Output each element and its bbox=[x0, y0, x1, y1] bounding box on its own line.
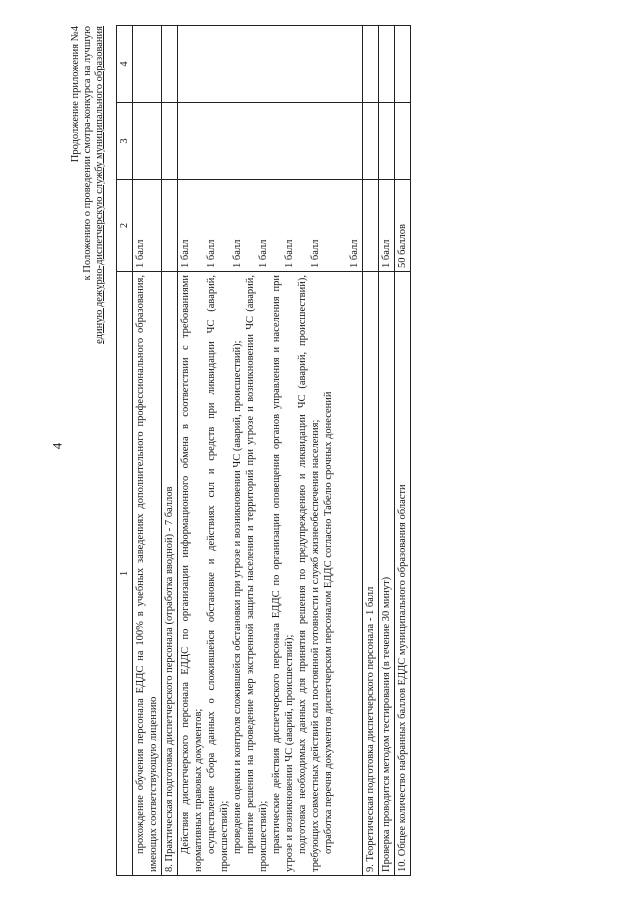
page-number: 4 bbox=[49, 442, 65, 450]
criteria-scores bbox=[178, 180, 363, 272]
document-header bbox=[70, 26, 106, 586]
column-number-row bbox=[117, 26, 133, 876]
section-heading: 9. Теоретическая подготовка диспетчерского персонала - 1 балл bbox=[363, 272, 379, 876]
empty-cell bbox=[395, 26, 411, 103]
criterion-line: прохождение обучения персонала ЕДДС на 100% в учебных заведениях дополнительного профессионального образования, имеющих соответствующую лицензию bbox=[135, 275, 159, 872]
empty-cell bbox=[178, 26, 363, 103]
table-row bbox=[133, 26, 162, 876]
empty-cell bbox=[162, 103, 178, 180]
table-row-total bbox=[395, 26, 411, 876]
criterion-score: 1 балл bbox=[232, 239, 243, 268]
criterion-score: 1 балл bbox=[180, 239, 191, 268]
empty-cell bbox=[162, 180, 178, 272]
empty-cell bbox=[363, 180, 379, 272]
criterion-text: Проверка проводится методом тестирования (в течение 30 минут) bbox=[379, 272, 395, 876]
table-row-section-8 bbox=[162, 26, 178, 876]
empty-cell bbox=[379, 26, 395, 103]
criteria-list bbox=[178, 272, 363, 876]
criterion-score: 1 балл bbox=[349, 239, 360, 268]
table-row bbox=[379, 26, 395, 876]
empty-cell bbox=[395, 103, 411, 180]
total-score: 50 баллов bbox=[395, 180, 411, 272]
criterion-score: 1 балл bbox=[284, 239, 295, 268]
empty-cell bbox=[162, 26, 178, 103]
column-number: 4 bbox=[117, 26, 133, 103]
empty-cell bbox=[133, 26, 162, 103]
empty-cell bbox=[379, 103, 395, 180]
assessment-table bbox=[116, 25, 411, 876]
criterion-score: 1 балл bbox=[206, 239, 217, 268]
criterion-line: осуществление сбора данных о сложившейся обстановке и действиях сил и средств при ликвидации ЧС (аварий, происшествий); bbox=[206, 275, 230, 872]
criterion-score: 1 балл bbox=[310, 239, 321, 268]
criterion-line: принятие решения на проведение мер экстренной защиты населения и территорий при угрозе и возникновении ЧС (аварий, происшествий); bbox=[245, 275, 269, 872]
criterion-score: 1 балл bbox=[133, 180, 162, 272]
header-line-regulation: к Положению о проведении смотра-конкурса на лучшую bbox=[82, 26, 93, 281]
criterion-line: практические действия диспетчерского персонала ЕДДС по организации оповещения органов управления и населения при угрозе и возникновении ЧС (аварий, происшествий); bbox=[271, 275, 295, 872]
criterion-line: Действия диспетчерского персонала ЕДДС по организации информационного обмена в соответствии с требованиями нормативных правовых документов; bbox=[180, 275, 204, 872]
empty-cell bbox=[363, 26, 379, 103]
column-number: 1 bbox=[117, 272, 133, 876]
criterion-line: подготовка необходимых данных для принятия решения по предупреждению и ликвидации ЧС (аварий, происшествий), требующих совместных действий сил постоянной готовности и служб жизнеобеспечения населения; bbox=[297, 275, 321, 872]
header-line-service: единую дежурно-диспетчерскую службу муниципального образования bbox=[94, 26, 105, 344]
empty-cell bbox=[178, 103, 363, 180]
criterion-text bbox=[133, 272, 162, 876]
section-heading: 8. Практическая подготовка диспетчерского персонала (отработка вводной) - 7 баллов bbox=[162, 272, 178, 876]
empty-cell bbox=[133, 103, 162, 180]
table-row-practical-items bbox=[178, 26, 363, 876]
rotated-page-content bbox=[72, 20, 602, 880]
column-number: 3 bbox=[117, 103, 133, 180]
criterion-score: 1 балл bbox=[379, 180, 395, 272]
total-label: 10. Общее количество набранных баллов ЕДДС муниципального образования области bbox=[395, 272, 411, 876]
empty-cell bbox=[363, 103, 379, 180]
criterion-score: 1 балл bbox=[258, 239, 269, 268]
column-number: 2 bbox=[117, 180, 133, 272]
criterion-line: отработка перечня документов диспетчерским персоналом ЕДДС согласно Табелю срочных донесений bbox=[323, 391, 334, 854]
table-row-section-9 bbox=[363, 26, 379, 876]
criterion-line: проведение оценки и контроля сложившейся обстановки при угрозе и возникновении ЧС (аварий, происшествий); bbox=[232, 340, 243, 854]
header-line-appendix: Продолжение приложения №4 bbox=[70, 26, 81, 163]
